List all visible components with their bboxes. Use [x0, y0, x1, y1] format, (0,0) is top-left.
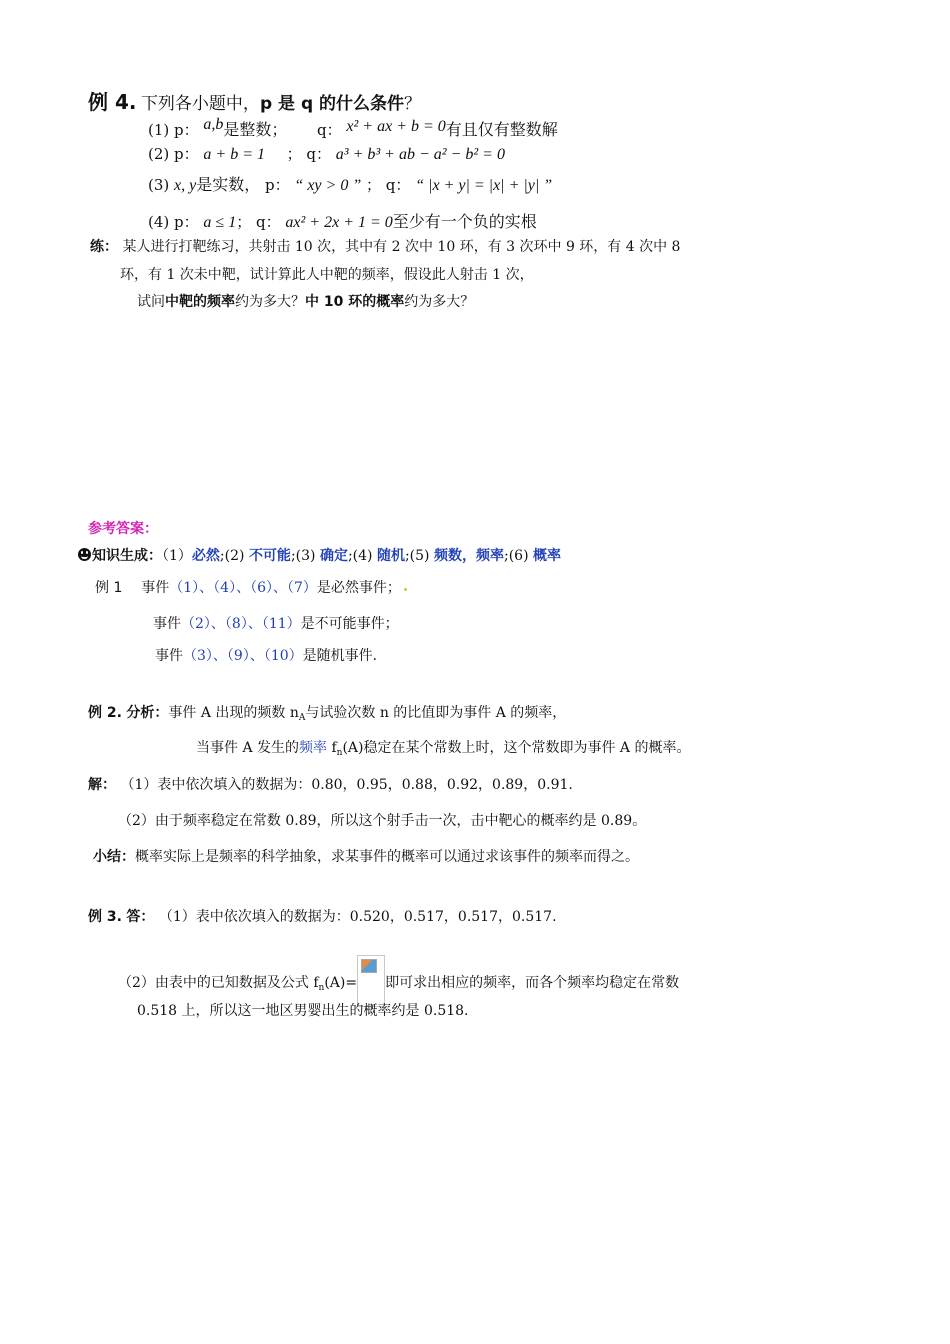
example-3-subscript: n [318, 983, 325, 993]
example-1-text: 事件 [153, 616, 181, 632]
marker-dot [404, 588, 407, 591]
analysis-label: 分析： [126, 705, 169, 721]
example-3-line-3 [137, 1000, 469, 1020]
q-label: q： [306, 145, 331, 163]
solution-label: 解： [88, 777, 116, 793]
math-xy-positive: “ xy > 0 ” [294, 177, 362, 194]
example-1-text: 是必然事件； [316, 580, 401, 596]
q-label: q： [385, 176, 411, 194]
summary-label: 小结： [93, 849, 135, 865]
q-label: q： [317, 121, 342, 139]
analysis-line2-d: (A)稳定在某个常数上时，这个常数即为事件 A 的概率。 [342, 740, 691, 756]
analysis-line2-a: 当事件 A 发生的 [196, 740, 300, 756]
math-cubic: a³ + b³ + ab − a² − b² = 0 [335, 146, 505, 163]
practice-text-3b: 中靶的频率 [165, 294, 235, 310]
example-1-events: （3）、（9）、（10） [183, 648, 303, 664]
math-a-le-1: a ≤ 1 [203, 214, 237, 231]
example-2-solution-2 [118, 810, 646, 830]
example-4-item-2 [148, 143, 505, 164]
practice-line-1 [90, 236, 680, 256]
example-2-analysis-line-2 [196, 737, 691, 757]
math-xy: x, y [174, 177, 197, 194]
knowledge-answer-4: 随机 [376, 548, 405, 564]
knowledge-index-5: ;(5) [404, 548, 430, 564]
knowledge-index-6: ;(6) [503, 548, 529, 564]
p-label: p： [174, 121, 199, 139]
practice-text-3c: 约为多大？ [235, 294, 305, 310]
analysis-text-b: 与试验次数 n 的比值即为事件 A 的频率， [305, 705, 567, 721]
example-2-analysis [88, 702, 566, 722]
knowledge-answer-6: 概率 [533, 548, 561, 564]
example-1-events: （1）、（4）、（6）、（7） [169, 580, 317, 596]
example-3-text-3: 0.518 上，所以这一地区男婴出生的概率约是 0.518. [137, 1003, 469, 1019]
example-4-item-4 [148, 209, 537, 232]
math-ab: a,b [203, 116, 224, 133]
text-integer-roots: 有且仅有整数解 [445, 120, 558, 139]
knowledge-index-3: ;(3) [290, 548, 316, 564]
example-1-label: 例 1 [95, 580, 123, 596]
knowledge-label: 知识生成： [92, 548, 162, 564]
example-1-events: （2）、（8）、（11） [181, 616, 301, 632]
p-label: p： [265, 176, 290, 194]
math-quadratic: x² + ax + b = 0 [346, 118, 446, 135]
separator: ； [286, 145, 302, 163]
example-2-solution-1 [88, 774, 573, 794]
example-1-text: 是随机事件. [302, 648, 378, 664]
item-number: (4) [148, 213, 170, 231]
analysis-line2-f: f [327, 740, 337, 756]
item-number: (2) [148, 145, 170, 163]
knowledge-answer-1: 必然 [191, 548, 220, 564]
example-3-label: 例 3. [88, 909, 122, 925]
math-quadratic-2: ax² + 2x + 1 = 0 [285, 214, 393, 231]
knowledge-index-4: ;(4) [347, 548, 373, 564]
example-4-item-3 [148, 172, 552, 195]
practice-label: 练： [90, 239, 118, 255]
answers-title: 参考答案： [88, 521, 158, 537]
practice-text-3d: 中 10 环的概率 [305, 294, 405, 310]
practice-line-2 [120, 264, 534, 284]
practice-text-1: 某人进行打靶练习，共射击 10 次，其中有 2 次中 10 环，有 3 次环中 9 环，有 4 次中 8 [122, 239, 681, 255]
example-2-summary [93, 846, 639, 866]
example-4-question-c: ？ [404, 94, 422, 114]
example-3-text-2c: 即可求出相应的频率，而各个频率均稳定在常数 [385, 975, 680, 991]
example-4-heading [88, 86, 421, 115]
example-4-question-a: 下列各小题中， [140, 94, 260, 114]
smiley-icon [78, 548, 91, 561]
text-negative-root: 至少有一个负的实根 [392, 212, 537, 231]
practice-line-3 [137, 291, 474, 311]
item-number: (3) [148, 176, 170, 194]
summary-text: 概率实际上是频率的科学抽象，求某事件的概率可以通过求该事件的频率而得之。 [135, 849, 639, 865]
example-4-question-b: p 是 q 的什么条件 [259, 94, 405, 114]
solution-text-1: （1）表中依次填入的数据为：0.80，0.95，0.88，0.92，0.89，0.91. [120, 777, 573, 793]
example-1-text: 事件 [155, 648, 183, 664]
example-4-item-1 [148, 117, 558, 140]
q-label: q： [256, 213, 281, 231]
item-number: (1) [148, 121, 170, 139]
knowledge-answer-3: 确定 [319, 548, 348, 564]
analysis-line2-subscript: n [336, 748, 343, 758]
separator: ； [366, 176, 382, 194]
analysis-subscript: A [298, 713, 306, 723]
math-sum: a + b = 1 [203, 146, 266, 163]
knowledge-line [78, 545, 561, 565]
example-1-line-2 [153, 613, 399, 633]
example-3-line-1 [88, 906, 557, 926]
example-2-label: 例 2. [88, 705, 122, 721]
example-3-text-2b: (A)= [324, 975, 358, 991]
example-4-label: 例 4. [88, 90, 137, 114]
example-1-line-1 [95, 577, 407, 597]
p-label: p： [174, 145, 199, 163]
answer-label: 答： [126, 909, 155, 925]
text-integers: 是整数； [223, 120, 288, 139]
example-1-line-3 [155, 645, 377, 665]
analysis-text-a: 事件 A 出现的频数 n [168, 705, 299, 721]
practice-text-3e: 约为多大？ [404, 294, 475, 310]
p-label: p： [174, 213, 199, 231]
knowledge-answer-5: 频数，频率 [433, 548, 504, 564]
math-abs-equation: “ |x + y| = |x| + |y| ” [415, 177, 553, 194]
separator: ； [236, 213, 252, 231]
example-1-text: 是不可能事件； [300, 616, 399, 632]
knowledge-index-2: ;(2) [219, 548, 245, 564]
analysis-line2-frequency: 频率 [299, 740, 328, 756]
practice-text-3a: 试问 [137, 294, 165, 310]
knowledge-index-1: （1） [162, 548, 192, 564]
example-3-text-2a: （2）由表中的已知数据及公式 f [118, 975, 319, 991]
text-real-numbers: 是实数， [196, 175, 261, 194]
solution-text-2: （2）由于频率稳定在常数 0.89，所以这个射手击一次，击中靶心的概率约是 0.89。 [118, 813, 647, 829]
example-1-text: 事件 [141, 580, 170, 596]
knowledge-answer-2: 不可能 [248, 548, 291, 564]
practice-text-2: 环，有 1 次未中靶，试计算此人中靶的频率，假设此人射击 1 次， [120, 267, 534, 283]
example-3-text-1: （1）表中依次填入的数据为：0.520，0.517，0.517，0.517. [158, 909, 557, 925]
